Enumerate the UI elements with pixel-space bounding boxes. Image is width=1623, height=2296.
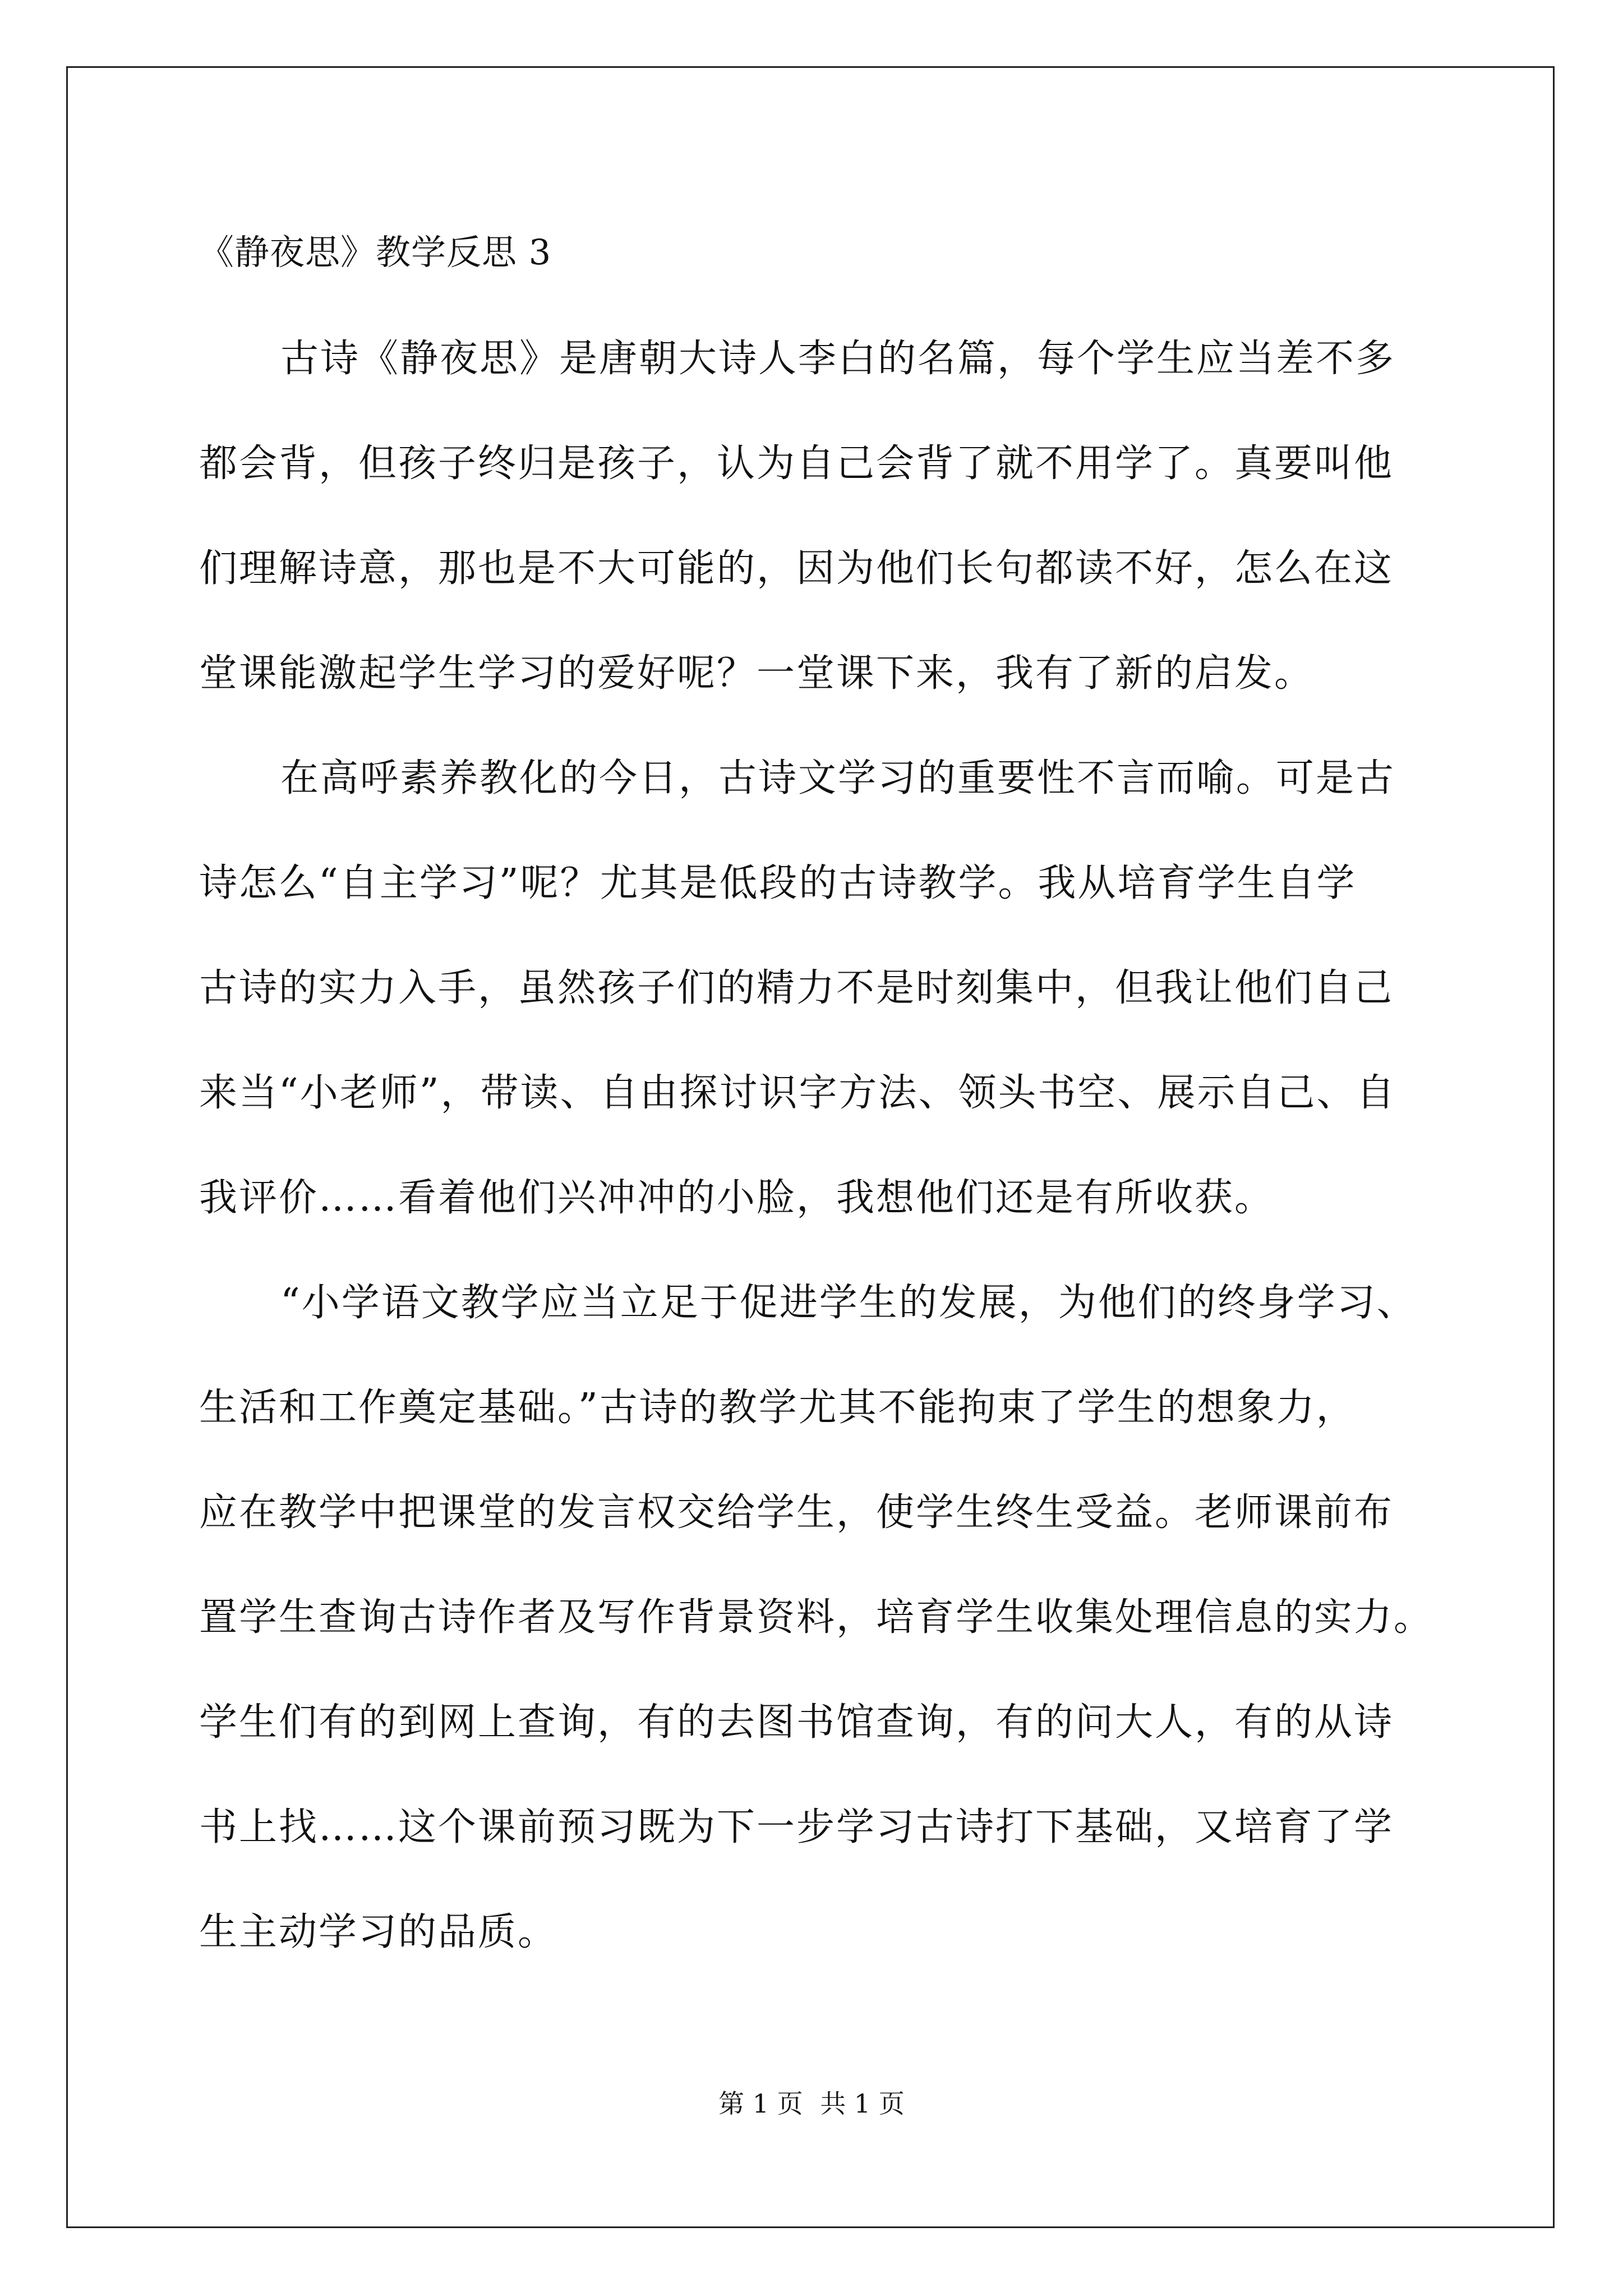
paragraph-3-line-5: 学生们有的到网上查询，有的去图书馆查询，有的问大人，有的从诗 — [199, 1700, 1394, 1745]
paragraph-3-line-2: 生活和工作奠定基础。”古诗的教学尤其不能拘束了学生的想象力， — [199, 1386, 1356, 1430]
page-footer — [0, 2087, 1623, 2120]
paragraph-2-line-4: 来当“小老师”，带读、自由探讨识字方法、领头书空、展示自己、自 — [199, 1071, 1396, 1115]
paragraph-1-line-2: 都会背，但孩子终归是孩子，认为自己会背了就不用学了。真要叫他 — [199, 441, 1394, 486]
document-title: 《静夜思》教学反思 3 — [199, 232, 552, 273]
paragraph-2-line-5: 我评价……看着他们兴冲冲的小脸，我想他们还是有所收获。 — [199, 1176, 1275, 1220]
paragraph-3-line-3: 应在教学中把课堂的发言权交给学生，使学生终生受益。老师课前布 — [199, 1490, 1394, 1535]
paragraph-1-line-3: 们理解诗意，那也是不大可能的，因为他们长句都读不好，怎么在这 — [199, 546, 1394, 591]
paragraph-1-line-1: 古诗《静夜思》是唐朝大诗人李白的名篇，每个学生应当差不多 — [280, 337, 1396, 381]
paragraph-2-line-2: 诗怎么“自主学习”呢？尤其是低段的古诗教学。我从培育学生自学 — [199, 861, 1357, 905]
paragraph-3-line-6: 书上找……这个课前预习既为下一步学习古诗打下基础，又培育了学 — [199, 1805, 1394, 1849]
page-border — [66, 66, 1555, 2228]
paragraph-2-line-3: 古诗的实力入手，虽然孩子们的精力不是时刻集中，但我让他们自己 — [199, 966, 1394, 1010]
paragraph-3-line-4: 置学生查询古诗作者及写作背景资料，培育学生收集处理信息的实力。 — [199, 1595, 1434, 1640]
paragraph-2-line-1: 在高呼素养教化的今日，古诗文学习的重要性不言而喻。可是古 — [280, 756, 1396, 800]
paragraph-3-line-7: 生主动学习的品质。 — [199, 1910, 558, 1954]
paragraph-3-line-1: “小学语文教学应当立足于促进学生的发展，为他们的终身学习、 — [280, 1281, 1417, 1325]
paragraph-1-line-4: 堂课能激起学生学习的爱好呢？一堂课下来，我有了新的启发。 — [199, 651, 1315, 696]
page-total: 共 1 页 — [820, 2088, 905, 2119]
page-number: 第 1 页 — [718, 2088, 803, 2119]
